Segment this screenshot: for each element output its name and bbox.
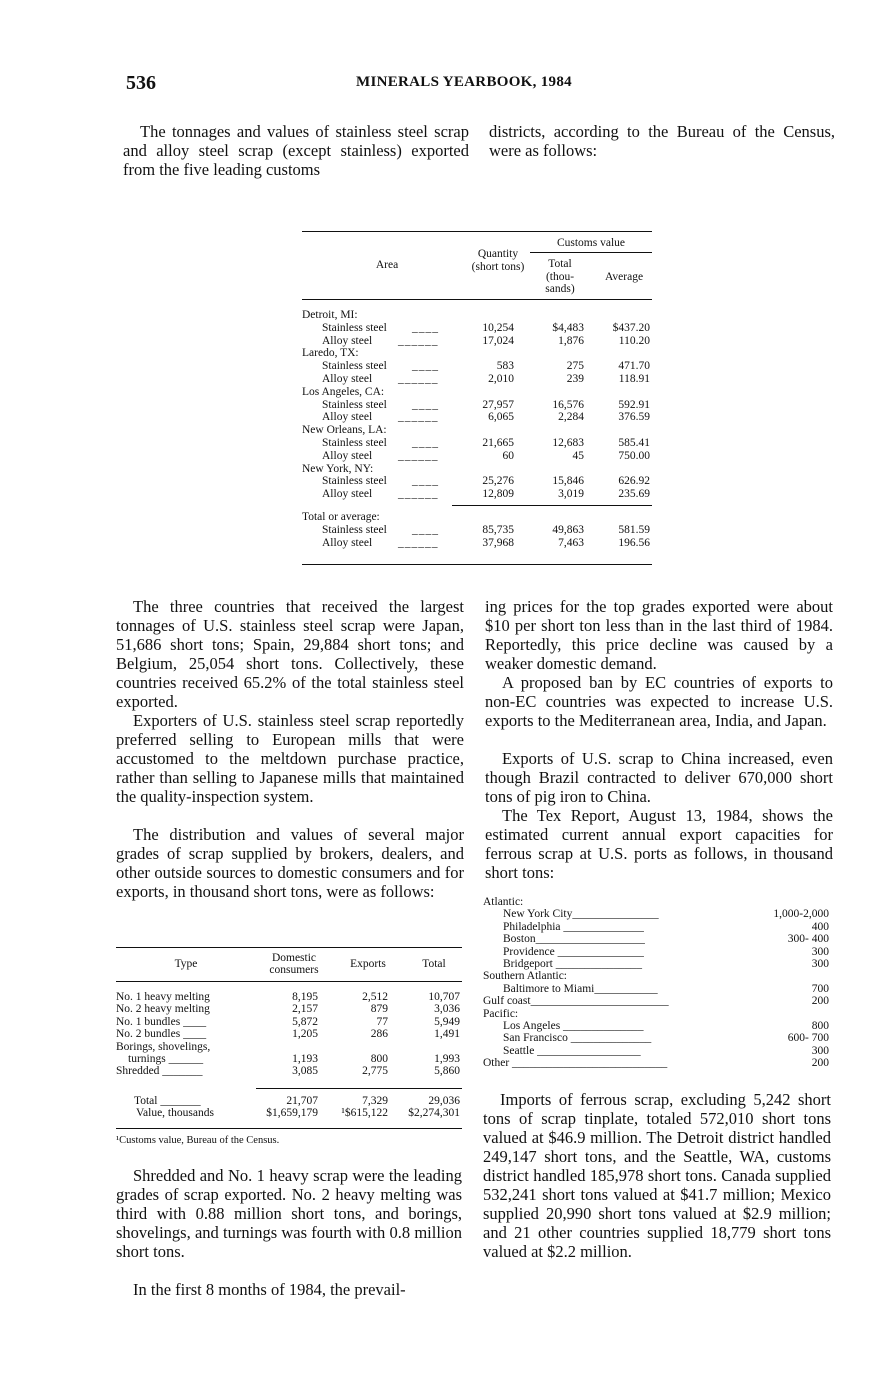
cell-total: $4,483	[552, 321, 584, 334]
cell-total: 7,463	[558, 536, 584, 549]
intro-paragraph-col2: districts, according to the Bureau of the Census, were as follows:	[489, 122, 835, 160]
dist-total-row-type: Total _______	[134, 1095, 201, 1107]
paragraph-ec-ban: A proposed ban by EC countries of exports to non-EC countries was expected to increase U.S. exports to the Mediterranean area, India, and Japan.	[485, 673, 833, 730]
row-label: Stainless steel	[322, 437, 387, 449]
cell-average: $437.20	[612, 321, 650, 334]
row-label: Alloy steel	[322, 488, 373, 501]
running-title: MINERALS YEARBOOK, 1984	[356, 74, 572, 90]
cell-quantity: 27,957	[482, 398, 514, 411]
cell-quantity: 10,254	[482, 321, 514, 334]
cell-quantity: 6,065	[488, 411, 514, 424]
dist-row-type: No. 1 bundles ____	[116, 1015, 207, 1028]
port-name: Seattle __________________	[503, 1044, 641, 1057]
row-label: Stainless steel	[322, 475, 387, 488]
port-name: Los Angeles ______________	[503, 1020, 644, 1032]
dist-cell-exports: 800	[370, 1053, 388, 1065]
dist-cell-exports: 286	[370, 1028, 388, 1041]
paragraph-top-countries: The three countries that received the largest tonnages of U.S. stainless steel scrap were Japan, 51,686 short tons; Spain, 29,884 short tons; and Belgium, 25,054 short tons. Collectively, these countries received 65.2% of the total stainless steel exported.	[116, 597, 464, 711]
leader-dots: ____	[412, 398, 439, 411]
port-name: Pacific:	[483, 1007, 519, 1020]
cell-average: 750.00	[618, 449, 650, 462]
cell-quantity: 2,010	[488, 373, 514, 385]
paragraph-prevail: In the first 8 months of 1984, the prevail-	[133, 1280, 406, 1299]
leader-dots: ____	[412, 321, 439, 334]
cell-average: 592.91	[618, 398, 650, 411]
cell-quantity: 21,665	[482, 437, 514, 449]
paragraph-china: Exports of U.S. scrap to China increased, even though Brazil contracted to deliver 670,000 short tons of pig iron to China.	[485, 749, 833, 806]
cell-quantity: 85,735	[482, 523, 514, 536]
cell-total: 45	[572, 449, 584, 462]
cell-quantity: 25,276	[482, 475, 514, 488]
header-area: Area	[375, 259, 399, 271]
port-name: New York City_______________	[503, 908, 659, 921]
row-label: Stainless steel	[322, 321, 387, 334]
page-number: 536	[126, 72, 156, 94]
row-label: Alloy steel	[322, 334, 373, 347]
dist-header-domestic: Domestic consumers	[269, 952, 319, 977]
leader-dots: ____	[412, 475, 439, 488]
total-label: Total or average:	[302, 511, 380, 523]
dist-cell-total: 1,993	[434, 1053, 460, 1065]
row-label: Alloy steel	[322, 373, 373, 385]
leader-dots: ____	[412, 437, 439, 449]
port-name: Baltimore to Miami___________	[503, 982, 658, 995]
cell-total: 3,019	[558, 488, 584, 501]
paragraph-shredded: Shredded and No. 1 heavy scrap were the leading grades of scrap exported. No. 2 heavy melting was third with 0.88 million short tons, and borings, shovelings, and turnings was fourth with 0.8 million short tons.	[116, 1166, 462, 1261]
dist-cell-total: 5,949	[434, 1015, 460, 1028]
area-label: Detroit, MI:	[302, 309, 358, 321]
cell-average: 626.92	[618, 475, 650, 488]
port-name: Other ___________________________	[483, 1057, 668, 1070]
dist-footnote: ¹Customs value, Bureau of the Census.	[116, 1135, 280, 1146]
intro-paragraph-col1: The tonnages and values of stainless steel scrap and alloy steel scrap (except stainless) exported from the five leading customs	[123, 122, 469, 179]
dist-cell-domestic: 1,205	[292, 1028, 318, 1041]
cell-quantity: 37,968	[482, 536, 514, 549]
area-label: New York, NY:	[302, 462, 374, 475]
dist-cell-domestic: 3,085	[292, 1065, 318, 1078]
dist-total-row-domestic: 21,707	[286, 1095, 318, 1107]
paragraph-prices: ing prices for the top grades exported were about $10 per short ton less than in the last third of 1984. Reportedly, this price decline was caused by a weaker domestic demand.	[485, 597, 833, 673]
dist-header-exports: Exports	[350, 958, 386, 970]
row-label: Stainless steel	[322, 523, 387, 536]
cell-total: 1,876	[558, 334, 584, 347]
dist-header-total: Total	[422, 958, 446, 970]
leader-dots: ______	[398, 449, 439, 462]
dist-total-row-exports: 7,329	[362, 1095, 388, 1107]
cell-quantity: 12,809	[482, 488, 514, 501]
port-name: Atlantic:	[483, 896, 524, 908]
row-label: Alloy steel	[322, 536, 373, 549]
leader-dots: ______	[398, 334, 439, 347]
cell-total: 2,284	[558, 411, 584, 424]
leader-dots: ______	[398, 411, 439, 424]
dist-value-row-exports: ¹$615,122	[341, 1107, 388, 1120]
port-capacity: 800	[811, 1020, 829, 1032]
port-name: Philadelphia ______________	[503, 920, 644, 933]
header-total: Total (thou-sands)	[545, 258, 575, 296]
cell-average: 581.59	[618, 523, 650, 536]
dist-cell-domestic: 1,193	[292, 1053, 318, 1065]
area-label: New Orleans, LA:	[302, 424, 387, 437]
row-label: Stainless steel	[322, 398, 387, 411]
port-capacity: 300	[811, 1044, 829, 1057]
dist-cell-total: 10,707	[428, 991, 460, 1003]
paragraph-tex-report: The Tex Report, August 13, 1984, shows the estimated current annual export capacities for ferrous scrap at U.S. ports as follows, in thousand short tons:	[485, 806, 833, 882]
leader-dots: ____	[412, 360, 439, 373]
port-name: Providence _______________	[503, 945, 644, 958]
dist-header-type: Type	[174, 958, 198, 970]
leader-dots: ____	[412, 523, 439, 536]
cell-average: 585.41	[618, 437, 650, 449]
cell-total: 12,683	[552, 437, 584, 449]
dist-row-type: turnings ______	[128, 1053, 204, 1065]
port-capacity: 200	[811, 1057, 829, 1070]
cell-total: 15,846	[552, 475, 584, 488]
port-name: Gulf coast________________________	[483, 995, 669, 1008]
row-label: Alloy steel	[322, 411, 373, 424]
dist-value-row-domestic: $1,659,179	[266, 1107, 318, 1120]
cell-average: 110.20	[618, 334, 650, 347]
dist-cell-exports: 2,512	[362, 991, 388, 1003]
area-label: Laredo, TX:	[302, 347, 359, 360]
row-label: Alloy steel	[322, 449, 373, 462]
paragraph-distribution-intro: The distribution and values of several major grades of scrap supplied by brokers, dealers, and other outside sources to domestic consumers and for exports, in thousand short tons, were as follows:	[116, 825, 464, 901]
port-capacity: 600- 700	[787, 1032, 829, 1045]
dist-value-row-total: $2,274,301	[408, 1107, 460, 1120]
port-capacity: 300	[811, 958, 829, 970]
port-capacity: 700	[811, 982, 829, 995]
port-name: Bridgeport _______________	[503, 958, 642, 970]
dist-cell-domestic: 2,157	[292, 1003, 318, 1016]
port-capacity: 300- 400	[787, 933, 829, 946]
port-name: San Francisco ______________	[503, 1032, 652, 1045]
dist-value-row-type: Value, thousands	[136, 1107, 214, 1120]
dist-row-type: Shredded _______	[116, 1065, 203, 1078]
paragraph-exporters: Exporters of U.S. stainless steel scrap reportedly preferred selling to European mills that were accustomed to the meltdown purchase practice, rather than selling to Japanese mills that maintained the quality-inspection system.	[116, 711, 464, 806]
dist-cell-exports: 2,775	[362, 1065, 388, 1078]
dist-cell-domestic: 8,195	[292, 991, 318, 1003]
cell-quantity: 17,024	[482, 334, 514, 347]
dist-row-type: No. 2 bundles ____	[116, 1028, 207, 1041]
dist-cell-total: 5,860	[434, 1065, 460, 1078]
leader-dots: ______	[398, 488, 439, 501]
cell-total: 239	[566, 373, 584, 385]
cell-average: 196.56	[618, 536, 650, 549]
leader-dots: ______	[398, 373, 439, 385]
port-capacity: 1,000-2,000	[773, 908, 829, 921]
port-capacity: 300	[811, 945, 829, 958]
port-capacity: 200	[811, 995, 829, 1008]
dist-row-type: Borings, shovelings,	[116, 1040, 211, 1053]
dist-cell-exports: 77	[376, 1015, 388, 1028]
leader-dots: ______	[398, 536, 439, 549]
port-name: Southern Atlantic:	[483, 970, 568, 983]
row-label: Stainless steel	[322, 360, 387, 373]
dist-row-type: No. 1 heavy melting	[116, 991, 210, 1003]
header-customs-value: Customs value	[556, 237, 626, 249]
cell-quantity: 583	[496, 360, 514, 373]
header-quantity: Quantity (short tons)	[471, 248, 525, 273]
dist-cell-total: 1,491	[434, 1028, 460, 1041]
cell-total: 16,576	[552, 398, 584, 411]
paragraph-imports: Imports of ferrous scrap, excluding 5,242 short tons of scrap tinplate, totaled 572,010 short tons valued at $46.9 million. The Detroit district handled 249,147 short tons, and the Seattle, WA, customs district handled 185,978 short tons. Canada supplied 532,241 short tons valued at $41.7 million; Mexico supplied 20,990 short tons valued at $2.9 million; and 21 other countries supplied 18,779 short tons valued at $2.2 million.	[483, 1090, 831, 1261]
cell-average: 235.69	[618, 488, 650, 501]
cell-average: 471.70	[618, 360, 650, 373]
cell-average: 118.91	[618, 373, 650, 385]
subtotal-rule	[452, 505, 652, 506]
area-label: Los Angeles, CA:	[302, 385, 385, 398]
dist-cell-total: 3,036	[434, 1003, 460, 1016]
cell-quantity: 60	[502, 449, 514, 462]
dist-cell-domestic: 5,872	[292, 1015, 318, 1028]
dist-cell-exports: 879	[370, 1003, 388, 1016]
cell-average: 376.59	[618, 411, 650, 424]
cell-total: 49,863	[552, 523, 584, 536]
header-average: Average	[604, 271, 644, 283]
dist-row-type: No. 2 heavy melting	[116, 1003, 210, 1016]
dist-total-row-total: 29,036	[428, 1095, 460, 1107]
cell-total: 275	[566, 360, 584, 373]
port-name: Boston___________________	[503, 933, 645, 946]
port-capacity: 400	[811, 920, 829, 933]
